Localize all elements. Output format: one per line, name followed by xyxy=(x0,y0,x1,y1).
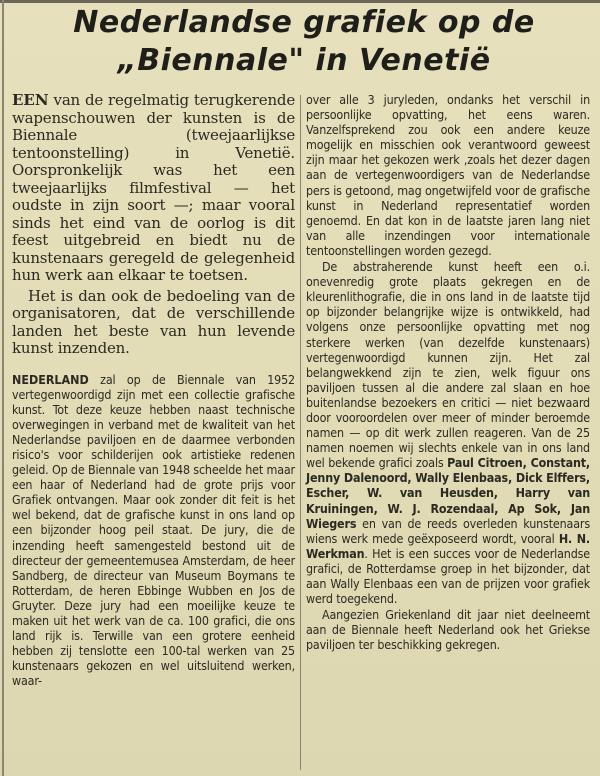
left-rule xyxy=(2,0,4,776)
lead-paragraph-1-text: van de regelmatig terugkerende wapenschouwen der kunsten is de Biennale (tweejaarlijkse tentoonstelling) in Venetië. Oorspronkelijk was het een tweejaarlijks filmfestival — het oudste in zijn soort —; maar vooral sinds het eind van de oorlog is dit feest uitgebreid en biedt nu de kunstenaars geregeld de gelegenheid hun werk aan elkaar te toetsen. xyxy=(12,91,295,284)
headline: Nederlandse grafiek op de „Biennale" in Venetië xyxy=(73,5,535,78)
lead-paragraph-1 xyxy=(12,92,295,285)
column-left xyxy=(12,92,295,688)
body-paragraph-nederland-text: zal op de Biennale van 1952 vertegenwoordigd zijn met een collectie grafische kunst. Tot deze keuze hebben naast technische overwegingen in verband met de kwaliteit van het Nederlandse paviljoen en de daarmee verbonden risico's voor schilderijen ook artistieke redenen geleid. Op de Biennale van 1948 scheelde het maar een haar of Nederland had de grote prijs voor Grafiek ontvangen. Maar ook zonder dit feit is het wel bekend, dat de grafische kunst in ons land op een bijzonder hoog peil staat. De jury, die de inzending heeft samengesteld bestond uit de directeur der gemeentemusea Amsterdam, de heer Sandberg, de directeur van Museum Boymans te Rotterdam, de heren Ebbinge Wubben en Jos de Gruyter. Deze jury had een moeilijke keuze te maken uit het werk van de ca. 100 grafici, die ons land rijk is. Terwille van een grotere eenheid hebben zij tenslotte een 100-tal werken van 25 kunstenaars gekozen en wel uitsluitend werken, waar- xyxy=(12,371,295,689)
abstract-art-text: De abstraherende kunst heeft een o.i. onevenredig grote plaats gekregen en de kleurenlithografie, die in ons land in de laatste tijd op bijzonder belangrijke wijze is ontwikkeld, had volgens onze persoonlijke opvatting met nog sterkere werken (van dezelfde kunstenaars) vertegenwoordigd kunnen zijn. Het zal belangwekkend zijn te zien, welk figuur ons paviljoen tussen al die andere zal slaan en hoe buitenlandse bezoekers en critici — niet bezwaard door vooroordelen over meer of minder beroemde namen — op dit werk zullen reageren. Van de 25 namen noemen wij slechts enkele van in ons land wel bekende grafici zoals xyxy=(306,259,590,471)
lead-paragraph-1-cap: EEN xyxy=(12,91,49,109)
body-paragraph-nederland-cap: NEDERLAND xyxy=(12,371,89,387)
body-paragraph-jury: over alle 3 juryleden, ondanks het verschil in persoonlijke opvatting, het eens waren. Vanzelfsprekend zou ook een andere keuze mogelijk en misschien ook verantwoord geweest zijn maar het gekozen werk ,zoals het dezer dagen aan de vertegenwoordigers van de Nederlandse pers is getoond, mag ongetwijfeld voor de grafische kunst in Nederland representatief worden genoemd. En dat kon in de laatste jaren lang niet van alle inzendingen voor internationale tentoonstellingen worden gezegd. xyxy=(306,92,590,258)
top-rule xyxy=(0,0,600,3)
abstract-art-text-mid: en van de reeds overleden kunstenaars wiens werk mede geëxposeerd wordt, vooral xyxy=(306,515,590,546)
artist-werkman: H. N. Werkman xyxy=(306,530,590,561)
abstract-art-text-end: . Het is een succes voor de Nederlandse grafici, de Rotterdamse groep in het bijzonder, dat aan Wally Elenbaas een van de prijzen voor grafiek werd toegekend. xyxy=(306,545,590,607)
artist-names: Paul Citroen, Constant, Jenny Dalenoord, Wally Elenbaas, Dick Elffers, Escher, W. van Heusden, Harry van Kruiningen, W. J. Rozendaal, Ap Sok, Jan Wiegers xyxy=(306,455,591,531)
column-right xyxy=(306,92,590,652)
body-paragraph-abstract-art xyxy=(306,259,590,606)
body-paragraph-nederland xyxy=(12,372,295,689)
column-divider xyxy=(300,95,301,770)
lead-paragraph-2: Het is dan ook de bedoeling van de organisatoren, dat de verschillende landen het beste van hun levende kunst inzenden. xyxy=(12,286,295,357)
body-paragraph-greece: Aangezien Griekenland dit jaar niet deelneemt aan de Biennale heeft Nederland ook het Griekse paviljoen ter beschikking gekregen. xyxy=(306,607,590,653)
